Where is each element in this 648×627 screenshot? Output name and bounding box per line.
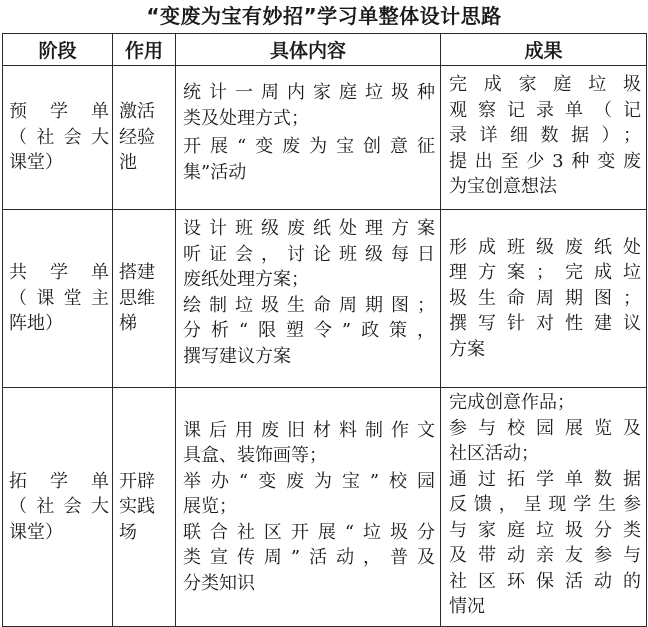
cell-text-line: 开展“变废为宝创意征: [183, 136, 435, 157]
cell-text-line: 举办“变废为宝”校园: [183, 470, 435, 492]
design-table: [2, 33, 647, 627]
result-cell: [441, 388, 647, 627]
cell-text-line: 为宝创意想法: [449, 176, 557, 197]
header-role: 作用: [113, 34, 176, 66]
table-row: [3, 210, 647, 388]
cell-text-line: 与家庭垃圾分类: [449, 519, 641, 541]
cell-text-line: 分类知识: [183, 572, 255, 594]
cell-text-line: 设计班级废纸处理方案: [183, 218, 435, 239]
cell-text-line: 思维: [119, 287, 155, 309]
cell-text-line: 类宣传周”活动，普及: [183, 547, 435, 568]
table-row: [3, 66, 647, 210]
cell-text-line: 圾生命周期图；: [449, 287, 641, 309]
cell-text-line: 课堂）: [9, 521, 63, 543]
table-row: [3, 388, 647, 627]
cell-text-line: 联合社区开展“垃圾分: [183, 521, 435, 543]
cell-text-line: （社会大: [9, 496, 109, 517]
cell-text-line: 绘制垃圾生命周期图；: [183, 294, 435, 316]
cell-text-line: 阵地）: [9, 313, 63, 335]
role-cell: [113, 210, 176, 388]
cell-text-line: 录详细数据）；: [449, 125, 641, 146]
content-cell: [176, 66, 441, 210]
header-content: 具体内容: [176, 34, 441, 66]
result-cell: [441, 210, 647, 388]
cell-text-line: 方案: [449, 338, 485, 360]
cell-text-line: 经验: [119, 126, 155, 148]
cell-text-line: 展览；: [183, 496, 237, 517]
cell-text-line: 池: [119, 152, 137, 174]
cell-text-line: 实践: [119, 496, 155, 517]
cell-text-line: 场: [119, 521, 137, 543]
result-cell: [441, 66, 647, 210]
cell-text-line: 课堂）: [9, 152, 63, 174]
table-title: “变废为宝有妙招”学习单整体设计思路: [146, 4, 502, 28]
cell-text-line: 反馈，呈现学生参: [449, 494, 641, 515]
cell-text-line: 共学单: [9, 262, 109, 284]
content-cell: [176, 388, 441, 627]
cell-text-line: 梯: [119, 313, 137, 335]
header-result: 成果: [441, 34, 647, 66]
header-stage: 阶段: [3, 34, 113, 66]
cell-text-line: （社会大: [9, 126, 109, 148]
cell-text-line: 听证会，讨论班级每日: [183, 243, 435, 265]
cell-text-line: 参与校园展览及: [449, 417, 641, 439]
cell-text-line: 类及处理方式；: [183, 107, 309, 129]
content-cell: [176, 210, 441, 388]
header-row: [3, 34, 647, 66]
stage-cell: [3, 388, 113, 627]
cell-text-line: 理方案；完成垃: [449, 262, 641, 284]
stage-cell: [3, 66, 113, 210]
cell-text-line: 社区活动；: [449, 443, 539, 464]
cell-text-line: 通过拓学单数据: [449, 468, 641, 490]
cell-text-line: 情况: [449, 596, 485, 617]
cell-text-line: 分析“限塑令”政策，: [183, 320, 435, 341]
cell-text-line: 课后用废旧材料制作文: [183, 419, 435, 441]
cell-text-line: 具盒、装饰画等；: [183, 445, 327, 466]
cell-text-line: 开辟: [119, 470, 155, 492]
cell-text-line: 废纸处理方案；: [183, 269, 309, 290]
cell-text-line: 激活: [119, 101, 155, 123]
cell-text-line: 完成创意作品；: [449, 392, 575, 413]
cell-text-line: 统计一周内家庭垃圾种: [183, 82, 435, 103]
cell-text-line: 撰写针对性建议: [449, 313, 641, 335]
cell-text-line: 拓学单: [9, 470, 109, 492]
cell-text-line: 观察记录单（记: [449, 99, 641, 121]
cell-text-line: 预学单: [9, 101, 109, 123]
cell-text-line: 社区环保活动的: [449, 570, 641, 592]
cell-text-line: 形成班级废纸处: [449, 236, 641, 258]
cell-text-line: （课堂主: [9, 287, 109, 309]
cell-text-line: 及带动亲友参与: [449, 545, 641, 566]
cell-text-line: 完成家庭垃圾: [449, 74, 641, 95]
role-cell: [113, 388, 176, 627]
cell-text-line: 集”活动: [183, 161, 247, 183]
cell-text-line: 提出至少3种变废: [449, 150, 641, 172]
cell-text-line: 撰写建议方案: [183, 345, 291, 367]
role-cell: [113, 66, 176, 210]
stage-cell: [3, 210, 113, 388]
cell-text-line: 搭建: [119, 262, 155, 284]
